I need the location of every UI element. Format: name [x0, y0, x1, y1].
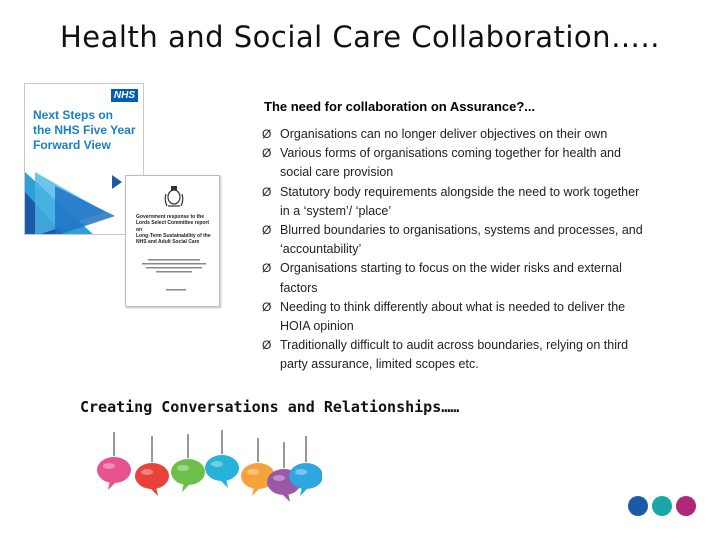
speech-bubble-icon — [135, 436, 169, 496]
gov-heading-line: Lords Select Committee report on — [136, 220, 210, 233]
nhs-logo: NHS — [111, 89, 138, 102]
dot-icon — [652, 496, 672, 516]
list-item — [262, 259, 692, 297]
bullet-text-continued: in a ‘system’/ ‘place’ — [280, 203, 392, 218]
list-item — [262, 336, 692, 374]
list-item — [262, 125, 692, 144]
gov-heading-line: Long-Term Sustainability of the — [136, 232, 211, 239]
speech-bubbles-illustration — [92, 430, 322, 510]
bullet-text: Blurred boundaries to organisations, systems and processes, and — [280, 223, 643, 238]
speech-bubble-icon — [97, 432, 131, 490]
royal-crest-icon — [164, 184, 184, 208]
nhs-cover-title-line: Next Steps on — [33, 108, 114, 122]
play-arrow-icon — [112, 175, 122, 189]
bullet-text-continued: ‘accountability’ — [280, 242, 362, 257]
government-cover-heading — [136, 214, 212, 245]
gov-heading-line: NHS and Adult Social Care — [136, 239, 200, 246]
nhs-cover-title-line: the NHS Five Year — [33, 123, 136, 137]
slide-title: Health and Social Care Collaboration….. — [60, 20, 660, 54]
list-item — [262, 298, 692, 336]
bullet-text: Organisations can no longer deliver objectives on their own — [280, 127, 608, 141]
list-item — [262, 144, 692, 182]
list-item — [262, 221, 692, 259]
bullet-text: Statutory body requirements alongside the need to work together — [280, 184, 640, 199]
speech-bubble-icon — [171, 434, 205, 492]
arrow-bullet-icon: Ø — [262, 338, 272, 353]
bullet-text: Various forms of organisations coming together for health and — [280, 146, 621, 161]
bullet-text: Needing to think differently about what is needed to deliver the — [280, 299, 626, 314]
bullet-text-continued: party assurance, limited scopes etc. — [280, 357, 479, 372]
dot-icon — [676, 496, 696, 516]
nhs-cover-title-line: Forward View — [33, 138, 111, 152]
list-item — [262, 183, 692, 221]
gov-heading-line: Government response to the — [136, 214, 205, 220]
decorative-dots — [626, 494, 698, 520]
arrow-bullet-icon: Ø — [262, 184, 272, 199]
government-response-cover — [125, 175, 220, 307]
nhs-cover-title — [33, 108, 143, 153]
bullet-text: Traditionally difficult to audit across boundaries, relying on third — [280, 338, 629, 353]
bullet-text: Organisations starting to focus on the wider risks and external — [280, 261, 622, 276]
government-cover-date — [156, 288, 196, 292]
arrow-bullet-icon: Ø — [262, 127, 272, 141]
arrow-bullet-icon: Ø — [262, 223, 272, 238]
speech-bubble-icon — [205, 430, 239, 488]
bullet-text-continued: social care provision — [280, 165, 394, 180]
conversations-heading: Creating Conversations and Relationships…… — [80, 398, 460, 416]
arrow-bullet-icon: Ø — [262, 261, 272, 276]
government-cover-fine-print — [142, 258, 206, 276]
dot-icon — [628, 496, 648, 516]
arrow-bullet-icon: Ø — [262, 146, 272, 161]
bullet-text-continued: factors — [280, 280, 318, 295]
bullet-text-continued: HOIA opinion — [280, 319, 354, 334]
assurance-bullet-list — [262, 125, 692, 375]
collaboration-subheading: The need for collaboration on Assurance?... — [264, 99, 536, 114]
arrow-bullet-icon: Ø — [262, 299, 272, 314]
